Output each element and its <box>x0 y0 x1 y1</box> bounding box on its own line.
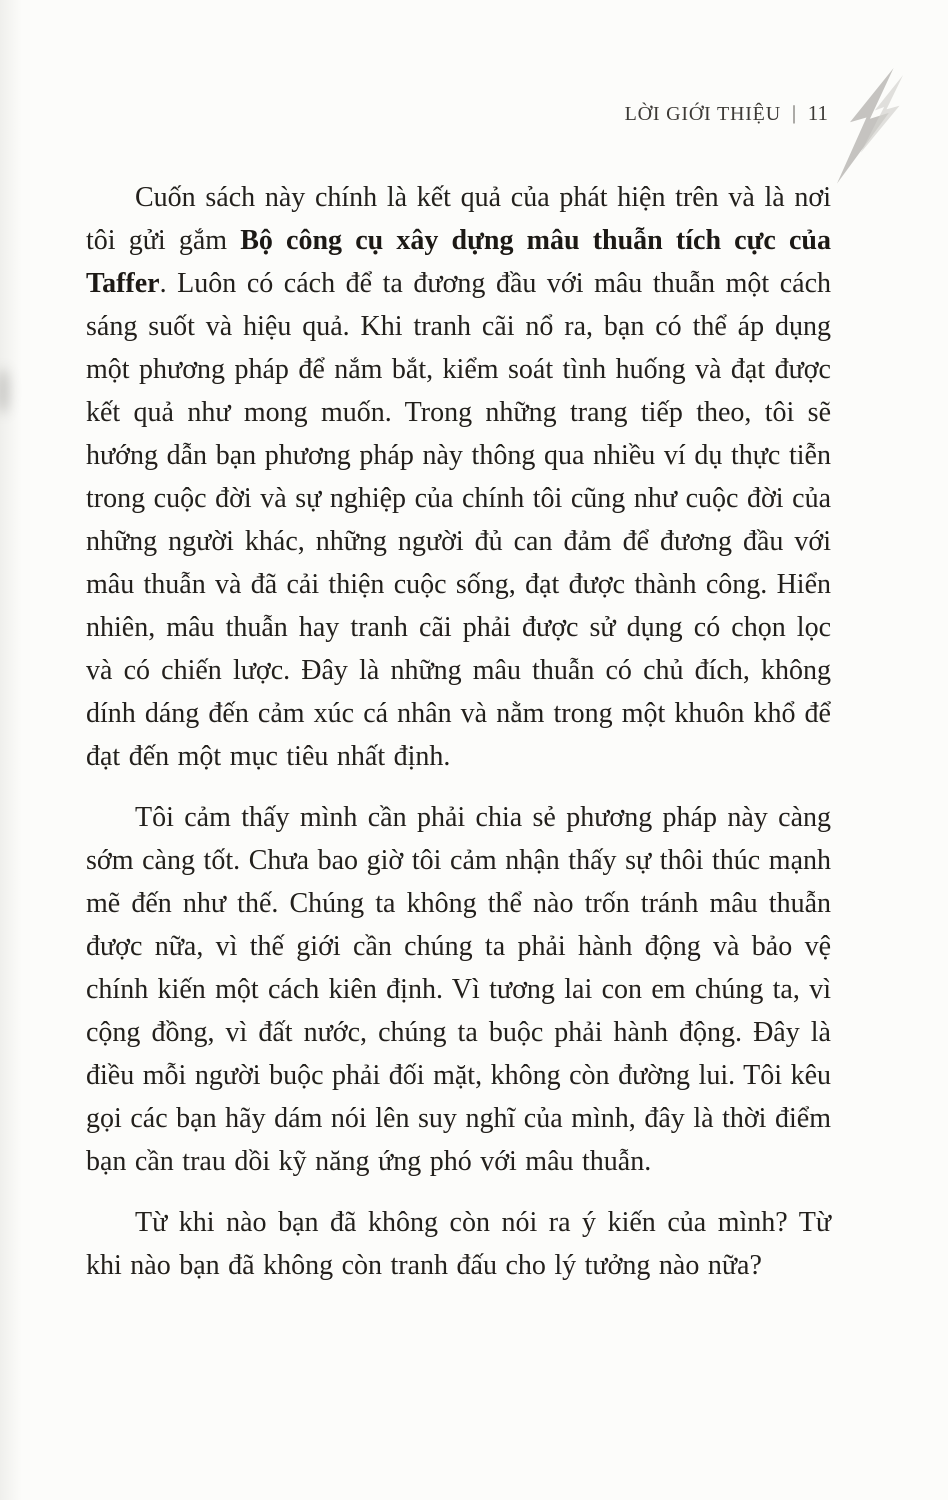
page-body <box>86 176 831 1305</box>
paragraph-1-continued: . Luôn có cách để ta đương đầu với mâu thuẫn một cách sáng suốt và hiệu quả. Khi tranh cãi nổ ra, bạn có thể áp dụng một phương pháp để nắm bắt, kiểm soát tình huống và đạt được kết quả như mong muốn. Trong những trang tiếp theo, tôi sẽ hướng dẫn bạn phương pháp này thông qua nhiều ví dụ thực tiễn trong cuộc đời và sự nghiệp của chính tôi cũng như cuộc đời của những người khác, những người đủ can đảm để đương đầu với mâu thuẫn và đã cải thiện cuộc sống, đạt được thành công. Hiển nhiên, mâu thuẫn hay tranh cãi phải được sử dụng có chọn lọc và có chiến lược. Đây là những mâu thuẫn có chủ đích, không dính dáng đến cảm xúc cá nhân và nằm trong một khuôn khổ để đạt đến một mục tiêu nhất định. <box>86 268 831 772</box>
lightning-watermark-icon <box>834 68 906 186</box>
paragraph-1 <box>86 176 831 778</box>
paragraph-1-bold-phrase: Bộ công cụ xây dựng mâu thuẫn tích cực của Taffer <box>86 225 831 299</box>
paragraph-1-text: Cuốn sách này chính là kết quả của phát hiện trên và là nơi tôi gửi gắm <box>86 182 831 256</box>
paragraph-3: Từ khi nào bạn đã không còn nói ra ý kiến của mình? Từ khi nào bạn đã không còn tranh đấu cho lý tưởng nào nữa? <box>86 1207 831 1281</box>
header-separator: | <box>791 102 797 124</box>
running-title: LỜI GIỚI THIỆU <box>624 103 781 125</box>
page-header <box>625 101 828 126</box>
scan-artifact <box>0 368 9 414</box>
page-number: 11 <box>807 101 828 125</box>
paragraph-2: Tôi cảm thấy mình cần phải chia sẻ phương pháp này càng sớm càng tốt. Chưa bao giờ tôi cảm nhận thấy sự thôi thúc mạnh mẽ đến như thế. Chúng ta không thể nào trốn tránh mâu thuẫn được nữa, vì thế giới cần chúng ta phải hành động và bảo vệ chính kiến một cách kiên định. Vì tương lai con em chúng ta, vì cộng đồng, vì đất nước, chúng ta buộc phải hành động. Đây là điều mỗi người buộc phải đối mặt, không còn đường lui. Tôi kêu gọi các bạn hãy dám nói lên suy nghĩ của mình, đây là thời điểm bạn cần trau dồi kỹ năng ứng phó với mâu thuẫn. <box>86 802 831 1177</box>
